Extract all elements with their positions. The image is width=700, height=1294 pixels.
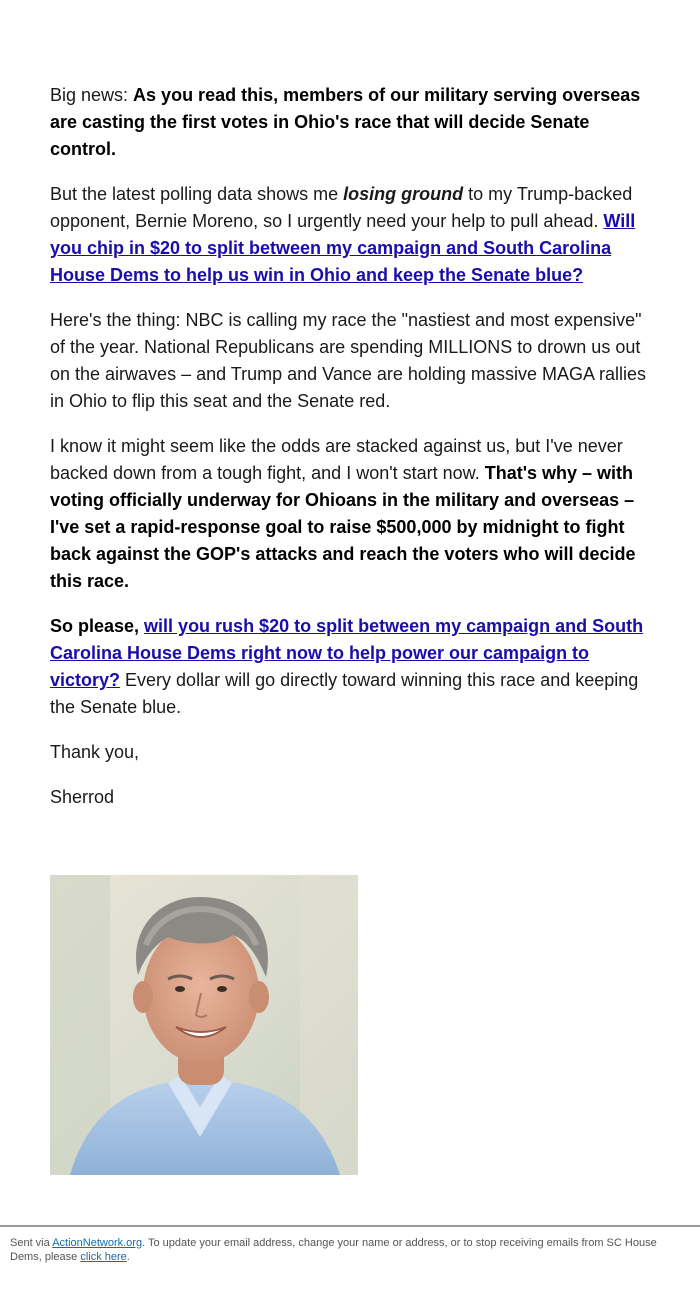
goal-bold: That's why – with voting officially underway for Ohioans in the military and overseas – I've set a rapid-response goal to raise $500,000 by midnight to fight back against the GOP's attacks and reach the voters who will decide this race. [50,463,636,591]
email-body [50,82,650,829]
donate-link-chip-in[interactable]: Will you chip in $20 to split between my campaign and South Carolina House Dems to help us win in Ohio and keep the Senate blue? [50,211,636,285]
ask-text: Every dollar will go directly toward winning this race and keeping the Senate blue. [50,670,639,717]
paragraph-intro [50,82,650,163]
intro-bold: As you read this, members of our military serving overseas are casting the first votes in Ohio's race that will decide Senate control. [50,85,641,159]
footer-divider [0,1225,700,1227]
signature: Sherrod [50,787,115,807]
footer [10,1236,690,1264]
portrait-photo [50,875,358,1175]
polling-text-b: to my Trump-backed opponent, Bernie Moreno, so I urgently need your help to pull ahead. [50,184,633,231]
polling-emphasis: losing ground [343,184,464,204]
polling-text-a: But the latest polling data shows me [50,184,344,204]
goal-text: I know it might seem like the odds are stacked against us, but I've never backed down from a tough fight, and I won't start now. [50,436,623,483]
footer-sent-via: Sent via [10,1237,53,1249]
paragraph-goal [50,433,650,595]
paragraph-polling [50,181,650,289]
paragraph-ask [50,613,650,721]
actionnetwork-link[interactable]: ActionNetwork.org [52,1237,143,1249]
footer-unsubscribe-text: . To update your email address, change your name or address, or to stop receiving emails from SC House Dems, please [10,1237,657,1263]
signoff: Thank you, [50,742,140,762]
ask-bold: So please, [50,616,145,636]
intro-lead: Big news: [50,85,134,105]
paragraph-nbc: Here's the thing: NBC is calling my race the "nastiest and most expensive" of the year. National Republicans are spending MILLIONS to drown us out on the airwaves – and Trump and Vance are holding massive MAGA rallies in Ohio to flip this seat and the Senate red. [50,310,646,411]
click-here-link[interactable]: click here [80,1251,127,1263]
footer-end: . [126,1251,130,1263]
donate-link-rush[interactable]: will you rush $20 to split between my campaign and South Carolina House Dems right now to help power our campaign to victory? [50,616,644,690]
